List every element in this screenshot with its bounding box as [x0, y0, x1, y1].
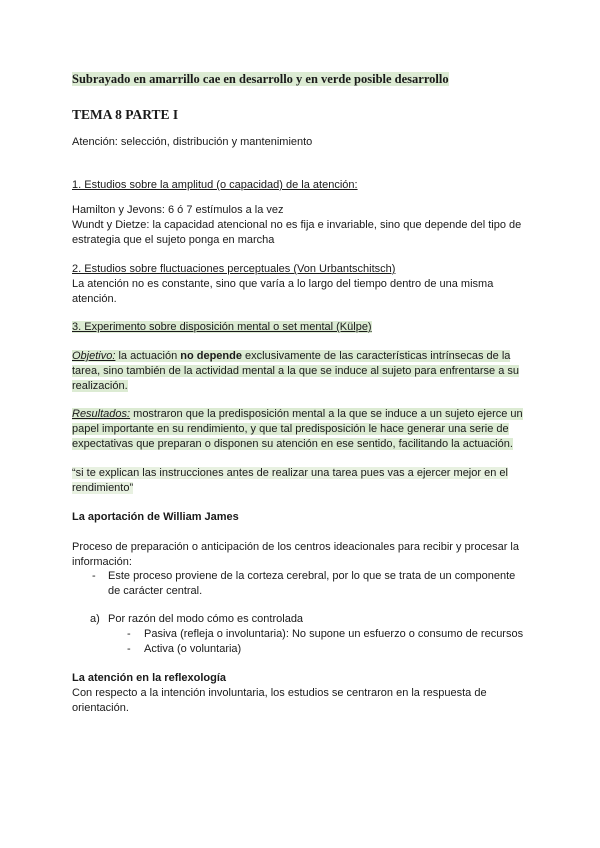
section-1: [72, 178, 532, 193]
list-item-a: [90, 612, 530, 627]
james-section: [72, 510, 532, 525]
section-2-line: La atención no es constante, sino que varía a lo largo del tiempo dentro de una misma: [72, 278, 494, 290]
bullet-dash: -: [92, 570, 96, 582]
objective-line: tarea, sino también de la actividad mental a la que se induce al sujeto para enfrentarse a su: [72, 365, 519, 377]
reflex-line: orientación.: [72, 702, 129, 714]
results-line: papel importante en su rendimiento, y que tal predisposición le hace generar una serie de: [72, 423, 509, 435]
subtitle: Atención: selección, distribución y mantenimiento: [72, 136, 313, 148]
reflex-section: [72, 671, 532, 716]
quote-line: rendimiento”: [72, 482, 134, 494]
section-3: [72, 320, 532, 335]
section-3-heading: 3. Experimento sobre disposición mental o set mental (Külpe): [72, 321, 372, 333]
section-2-heading: 2. Estudios sobre fluctuaciones perceptuales (Von Urbantschitsch): [72, 263, 396, 275]
reflex-line: Con respecto a la intención involuntaria, los estudios se centraron en la respuesta de: [72, 687, 487, 699]
reflex-heading: La atención en la reflexología: [72, 672, 227, 684]
results-line: expectativas que preparan o disponen su atención en ese sentido, facilitando la actuación.: [72, 438, 513, 450]
header-note-text: Subrayado en amarrillo cae en desarrollo y en verde posible desarrollo: [72, 72, 449, 86]
james-heading: La aportación de William James: [72, 511, 239, 523]
sub-item-pasiva: Pasiva (refleja o involuntaria): No supone un esfuerzo o consumo de recursos: [144, 628, 524, 640]
james-line: información:: [72, 556, 132, 568]
section-1-body: [72, 203, 532, 248]
header-note: [72, 72, 532, 88]
bullet-line: Este proceso proviene de la corteza cerebral, por lo que se trata de un componente: [108, 570, 516, 582]
results-paragraph: Resultados: mostraron que la predisposición mental a la que se induce a un sujeto ejerce un papel importante en su rendimiento, y que tal predisposición le hace generar una serie de expectativas que preparan o disponen su atención en ese sentido, facilitando la actuación.: [72, 408, 523, 450]
sub-item-activa: Activa (o voluntaria): [144, 643, 242, 655]
james-body: [72, 540, 532, 570]
sub-list: [127, 627, 537, 657]
objective-paragraph: Objetivo: la actuación no depende exclusivamente de las características intrínsecas de la tarea, sino también de la actividad mental a la que se induce al sujeto para enfrentarse a su realización.: [72, 350, 519, 392]
results-label: Resultados:: [72, 408, 131, 420]
james-bullet: [92, 569, 532, 599]
section-2: [72, 262, 532, 307]
section-2-line: atención.: [72, 293, 117, 305]
sub-dash: -: [127, 628, 131, 640]
quote-line: “si te explican las instrucciones antes de realizar una tarea pues vas a ejercer mejor en el: [72, 467, 508, 479]
quote-paragraph: [72, 466, 532, 496]
section-1-line: Hamilton y Jevons: 6 ó 7 estímulos a la vez: [72, 204, 284, 216]
bullet-line: de carácter central.: [108, 585, 203, 597]
section-1-heading: 1. Estudios sobre la amplitud (o capacidad) de la atención:: [72, 179, 358, 191]
section-1-line: Wundt y Dietze: la capacidad atencional no es fija e invariable, sino que depende del tipo de: [72, 219, 522, 231]
objective-label: Objetivo:: [72, 350, 116, 362]
section-1-line: estrategia que el sujeto ponga en marcha: [72, 234, 275, 246]
sub-dash: -: [127, 643, 131, 655]
list-item-a-text: Por razón del modo cómo es controlada: [108, 613, 304, 625]
james-line: Proceso de preparación o anticipación de los centros ideacionales para recibir y procesar la: [72, 541, 519, 553]
objective-line: realización.: [72, 380, 128, 392]
tema-title: TEMA 8 PARTE I: [72, 107, 179, 122]
list-marker-a: a): [90, 613, 100, 625]
